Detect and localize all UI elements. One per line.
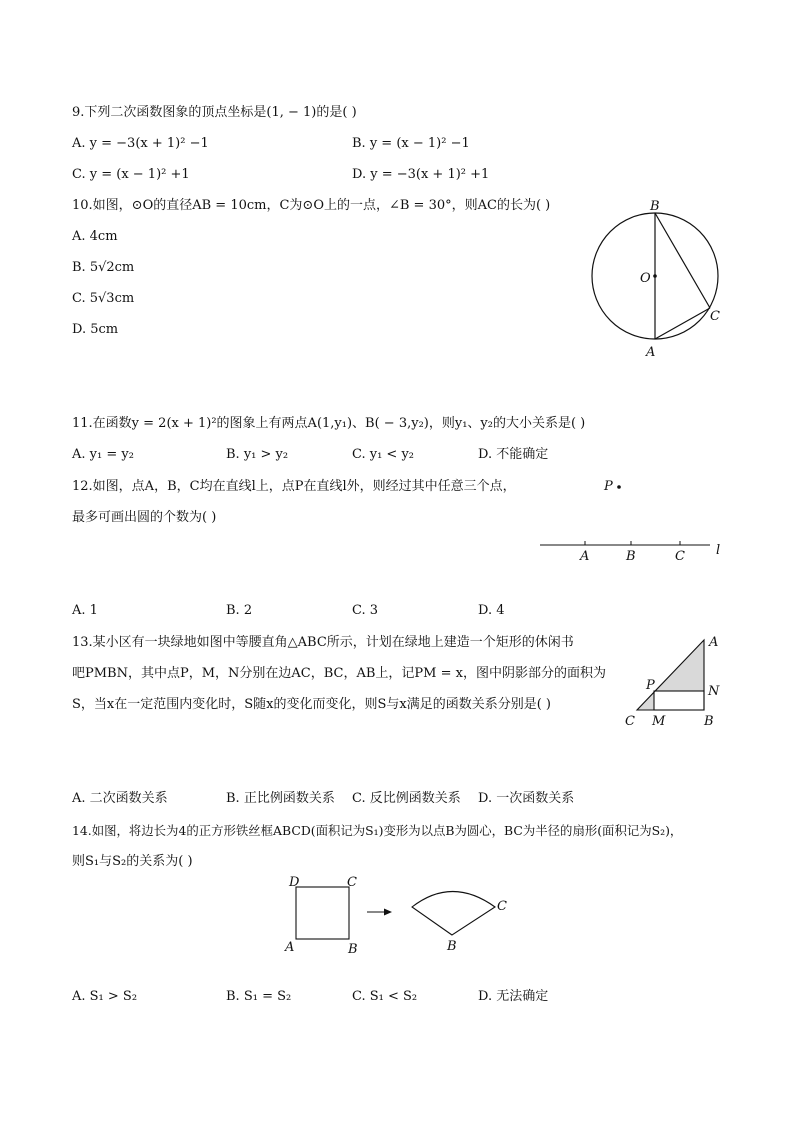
label-b: B xyxy=(650,199,660,214)
q11-option-b: B. y₁ > y₂ xyxy=(226,447,289,462)
arrow-icon xyxy=(384,909,392,916)
q13-option-d: D. 一次函数关系 xyxy=(478,791,575,806)
label-c: C xyxy=(347,875,357,890)
q14-option-c: C. S₁ < S₂ xyxy=(352,989,418,1004)
q11-stem: 11.在函数y = 2(x + 1)²的图象上有两点A(1,y₁)、B( − 3,y₂)，则y₁、y₂的大小关系是( ) xyxy=(72,416,586,431)
q12-option-a: A. 1 xyxy=(72,603,98,618)
label-b2: B xyxy=(447,939,457,954)
q9-option-c: C. y = (x − 1)² +1 xyxy=(72,167,190,182)
label-b: B xyxy=(626,549,636,564)
label-c: C xyxy=(710,309,720,324)
label-c2: C xyxy=(497,899,507,914)
label-c: C xyxy=(625,714,635,729)
sector-shape xyxy=(412,892,495,936)
q10-option-d: D. 5cm xyxy=(72,322,119,337)
label-a: A xyxy=(285,940,295,955)
q12-option-c: C. 3 xyxy=(352,603,379,618)
q14-square-sector-figure xyxy=(280,870,520,960)
q10-circle-figure xyxy=(580,196,730,366)
label-c: C xyxy=(675,549,685,564)
q12-option-b: B. 2 xyxy=(226,603,253,618)
chord-ac xyxy=(655,308,710,339)
q12-stem-line2: 最多可画出圆的个数为( ) xyxy=(72,510,217,525)
q12-option-d: D. 4 xyxy=(478,603,505,618)
q11-option-a: A. y₁ = y₂ xyxy=(72,447,134,462)
label-a: A xyxy=(709,635,719,650)
q9-stem: 9.下列二次函数图象的顶点坐标是(1, − 1)的是( ) xyxy=(72,105,357,120)
label-d: D xyxy=(289,875,300,890)
q13-stem-line3: S，当x在一定范围内变化时，S随x的变化而变化，则S与x满足的函数关系分别是( ) xyxy=(72,697,551,712)
q13-stem-line2: 吧PMBN，其中点P，M，N分别在边AC，BC，AB上，记PM = x，图中阴影部分的面积为 xyxy=(72,666,606,681)
label-p: P xyxy=(646,678,655,693)
q10-stem: 10.如图，⊙O的直径AB = 10cm，C为⊙O上的一点，∠B = 30°，则AC的长为( ) xyxy=(72,198,551,213)
q13-option-b: B. 正比例函数关系 xyxy=(226,791,335,806)
label-m: M xyxy=(652,714,666,729)
label-n: N xyxy=(708,684,720,699)
label-b: B xyxy=(704,714,714,729)
q9-option-a: A. y = −3(x + 1)² −1 xyxy=(72,136,209,151)
chord-bc xyxy=(655,213,710,308)
q13-stem-line1: 13.某小区有一块绿地如图中等腰直角△ABC所示，计划在绿地上建造一个矩形的休闲书 xyxy=(72,635,574,650)
label-a: A xyxy=(646,345,656,360)
q13-option-c: C. 反比例函数关系 xyxy=(352,791,461,806)
label-a: A xyxy=(580,549,590,564)
q12-line-figure xyxy=(535,472,735,572)
q14-stem-line1: 14.如图，将边长为4的正方形铁丝框ABCD(面积记为S₁)变形为以点B为圆心，BC为半径的扇形(面积记为S₂)， xyxy=(72,823,683,838)
q9-option-b: B. y = (x − 1)² −1 xyxy=(352,136,470,151)
q10-option-b: B. 5√2cm xyxy=(72,260,135,275)
q13-option-a: A. 二次函数关系 xyxy=(72,791,168,806)
q10-option-a: A. 4cm xyxy=(72,229,118,244)
q12-stem-line1: 12.如图，点A，B，C均在直线l上，点P在直线l外，则经过其中任意三个点， xyxy=(72,479,516,494)
center-point xyxy=(653,274,657,278)
label-p: P xyxy=(604,479,613,494)
q14-option-b: B. S₁ = S₂ xyxy=(226,989,292,1004)
square-abcd xyxy=(296,887,349,939)
q14-option-a: A. S₁ > S₂ xyxy=(72,989,138,1004)
rect-pmbn xyxy=(654,691,704,710)
label-o: O xyxy=(640,271,651,286)
q14-stem-line2: 则S₁与S₂的关系为( ) xyxy=(72,854,193,869)
label-b: B xyxy=(348,942,358,957)
q13-triangle-figure xyxy=(620,630,730,732)
q11-option-d: D. 不能确定 xyxy=(478,447,549,462)
q11-option-c: C. y₁ < y₂ xyxy=(352,447,415,462)
q9-option-d: D. y = −3(x + 1)² +1 xyxy=(352,167,490,182)
point-p xyxy=(617,485,621,489)
q10-option-c: C. 5√3cm xyxy=(72,291,135,306)
q14-option-d: D. 无法确定 xyxy=(478,989,549,1004)
label-l: l xyxy=(716,543,721,558)
